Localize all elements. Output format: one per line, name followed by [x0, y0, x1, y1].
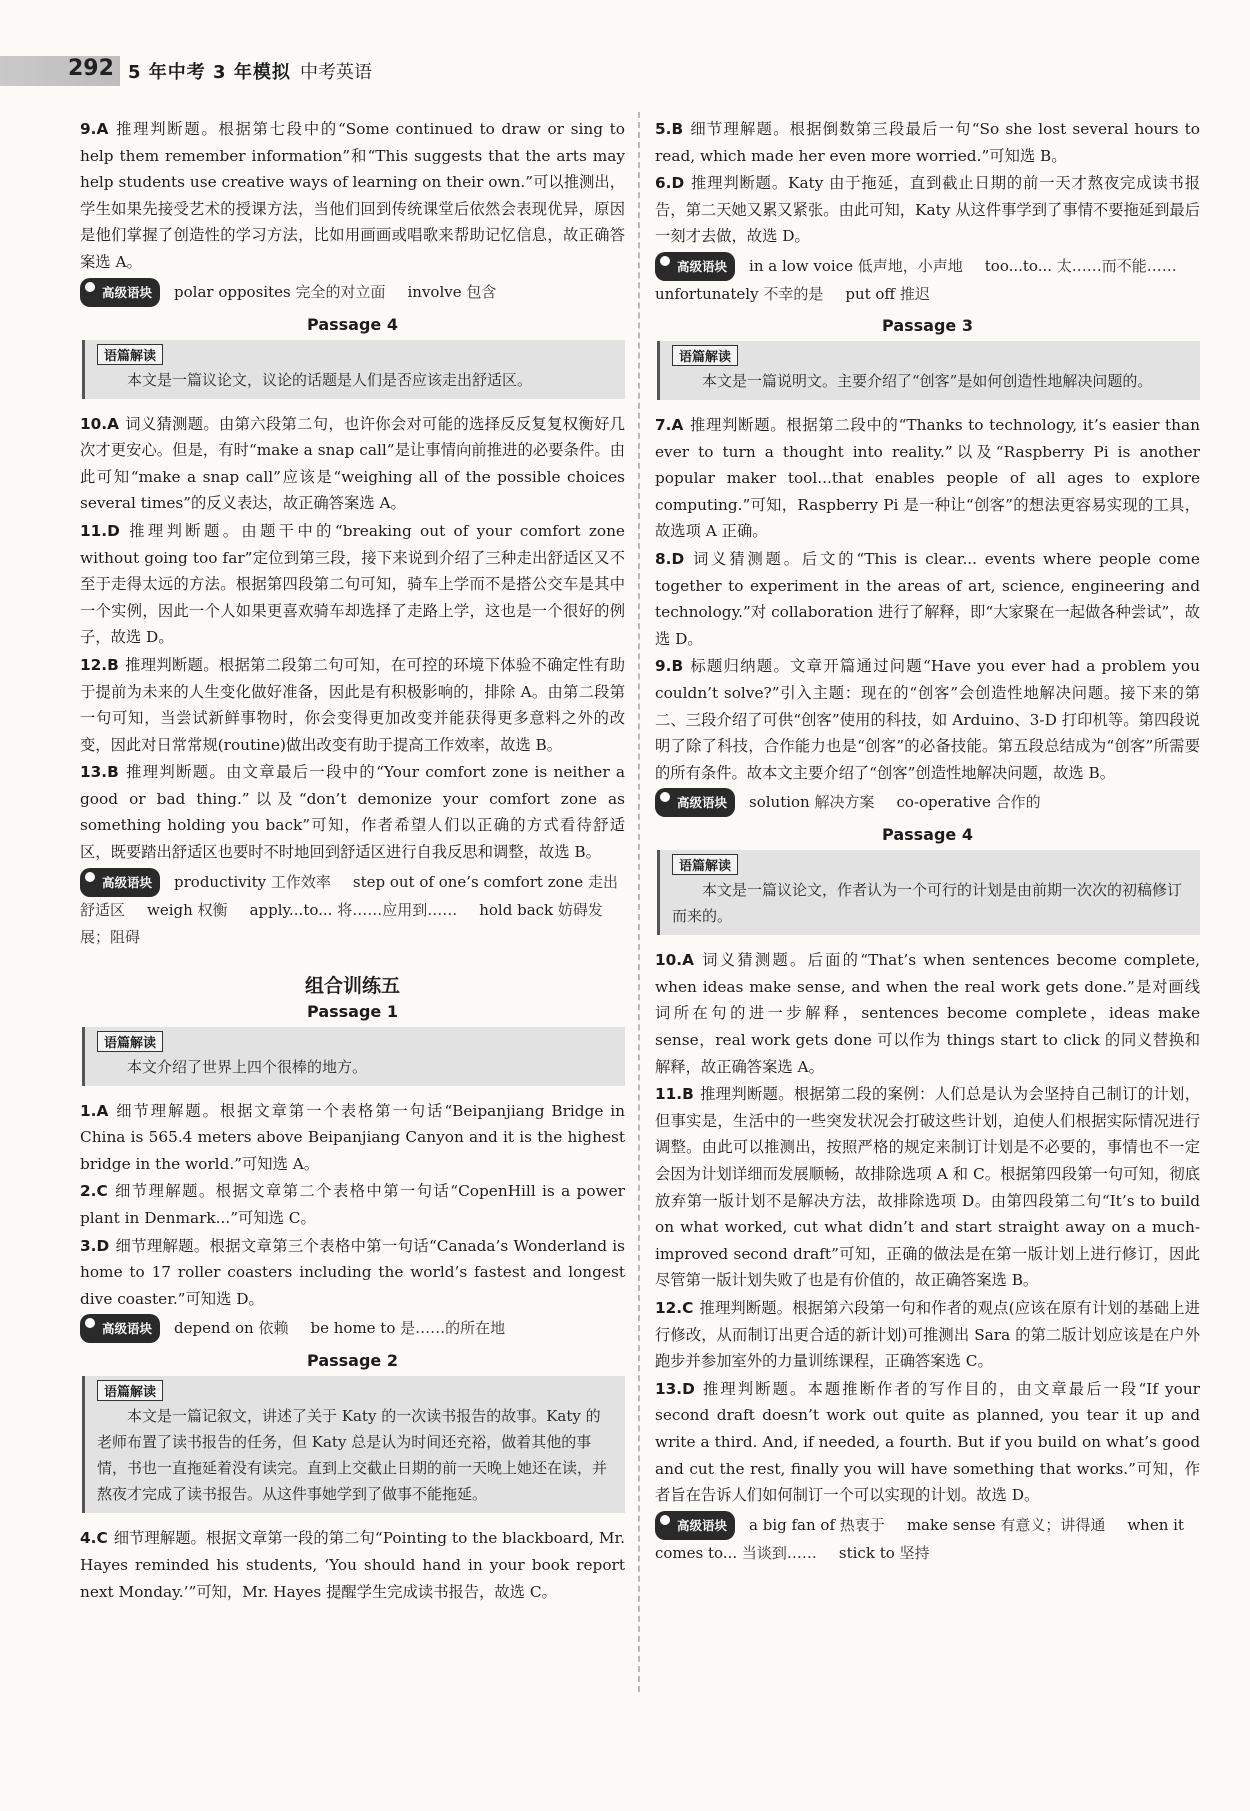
- answer-number: 13.D: [655, 1379, 695, 1398]
- answer-number: 11.B: [655, 1085, 694, 1104]
- vocab-item: [408, 283, 497, 301]
- analysis-text: 本文是一篇议论文，作者认为一个可行的计划是由前期一次次的初稿修订而来的。: [672, 881, 1183, 926]
- vocab-en: a big fan of: [749, 1515, 836, 1534]
- answer-text: 标题归纳题。文章开篇通过问题“Have you ever had a problem you couldn’t solve?”引入主题：现在的“创客”会创造性地解决问题。接下来的第二、三段介绍了可供“创客”使用的科技，如 Arduino、3-D 打印机等。第四段说明了除了科技，合作能力也是“创客”的必备技能。第五段总结成为“创客”所需要的所有条件。故本文主要介绍了“创客”创造性地解决问题，故选 B。: [655, 657, 1200, 782]
- answer-explanation: [80, 652, 625, 758]
- answer-text: 推理判断题。本题推断作者的写作目的，由文章最后一段“If your second draft doesn’t work out quite as planned, you tear it up and write a third. And, if needed, a fourth. But if you build on what’s good and cut the rest, finally you will have something that works.”可知，作者旨在告诉人们如何制订一个可以实现的计划。故选 D。: [655, 1379, 1200, 1505]
- vocab-item: [174, 873, 331, 891]
- vocab-en: polar opposites: [174, 282, 291, 301]
- vocab-en: in a low voice: [749, 256, 853, 275]
- answer-number: 11.D: [80, 521, 120, 540]
- analysis-text: 本文是一篇议论文，议论的话题是人们是否应该走出舒适区。: [127, 370, 533, 389]
- reading-analysis-box: [82, 1027, 625, 1086]
- vocab-en: apply...to...: [249, 900, 333, 919]
- vocab-label: 高级语块: [80, 868, 160, 897]
- answer-text: 细节理解题。根据文章第一段的第二句“Pointing to the blackboard, Mr. Hayes reminded his students, ‘You should hand in your book report next Monday.’”可知，Mr. Hayes 提醒学生完成读书报告，故选 C。: [80, 1529, 625, 1601]
- vocab-cn: 不幸的是: [763, 284, 824, 303]
- vocab-cn: 热衷于: [839, 1515, 885, 1534]
- analysis-text: 本文是一篇说明文。主要介绍了“创客”是如何创造性地解决问题的。: [702, 371, 1153, 390]
- answer-number: 7.A: [655, 415, 684, 434]
- answer-number: 12.B: [80, 655, 119, 674]
- answer-number: 12.C: [655, 1299, 694, 1317]
- vocab-en: co-operative: [896, 793, 991, 812]
- passage-title: Passage 3: [882, 315, 973, 335]
- answer-explanation: [655, 1295, 1200, 1375]
- answer-text: 推理判断题。根据第二段第二句可知，在可控的环境下体验不确定性有助于提前为未来的人生变化做好准备，因此是有积极影响的，排除 A。由第二段第一句可知，当尝试新鲜事物时，你会变得更加改变并能获得更多意料之外的改变，因此对日常常规(routine)做出改变有助于提高工作效率，故选 B。: [80, 655, 625, 754]
- vocab-item: [147, 901, 228, 919]
- vocab-en: solution: [749, 793, 810, 812]
- vocab-item: [311, 1319, 506, 1337]
- vocab-label: 高级语块: [655, 788, 735, 817]
- column-divider: [638, 112, 640, 1692]
- answer-text: 推理判断题。由题干中的“breaking out of your comfort zone without going too far”定位到第三段，接下来说到介绍了三种走出舒适区又不至于走得太远的方法。根据第四段第二句可知，骑车上学而不是搭公交车是其中一个实例，因此一个人如果更喜欢骑车却选择了走路上学，这也是一个很好的例子，故选 D。: [80, 521, 625, 647]
- answer-explanation: [80, 411, 625, 517]
- answer-explanation: [80, 1098, 625, 1178]
- page-number: 292: [68, 56, 114, 81]
- answer-text: 词义猜测题。由第六段第二句，也许你会对可能的选择反反复复权衡好几次才更安心。但是，有时“make a snap call”是让事情向前推进的必要条件。由此可知“make a snap call”应该是“weighing all of the possible choices several times”的反义表达，故正确答案选 A。: [80, 414, 625, 513]
- vocab-en: put off: [845, 284, 896, 303]
- answer-text: 细节理解题。根据倒数第三段最后一句“So she lost several hours to read, which made her even more worried.”可知选 B。: [655, 120, 1200, 165]
- vocab-item: [985, 257, 1177, 275]
- vocab-item: [907, 1516, 1106, 1534]
- answer-text: 推理判断题。根据第二段中的“Thanks to technology, it’s easier than ever to turn a thought into reality.”以及“Raspberry Pi is another popular maker tool...that enables people of all ages to explore computing.”可知，Raspberry Pi 是一种让“创客”的想法更容易实现的工具，故选项 A 正确。: [655, 415, 1200, 541]
- answer-explanation: [80, 518, 625, 651]
- right-column: [655, 116, 1200, 1575]
- answer-number: 13.B: [80, 763, 119, 782]
- reading-analysis-box: [82, 340, 625, 399]
- analysis-tag: 语篇解读: [672, 345, 738, 366]
- vocab-cn: 有意义；讲得通: [1000, 1515, 1106, 1534]
- reading-analysis-box: [82, 1376, 625, 1513]
- answer-number: 2.C: [80, 1182, 108, 1201]
- analysis-tag: 语篇解读: [97, 1380, 163, 1401]
- reading-analysis-box: [657, 341, 1200, 400]
- vocab-item: [749, 257, 963, 275]
- vocab-label: 高级语块: [80, 278, 160, 307]
- answer-text: 推理判断题。由文章最后一段中的“Your comfort zone is neither a good or bad thing.”以及“don’t demonize your comfort zone as something holding you back”可知，作者希望人们以正确的方式看待舒适区，既要踏出舒适区也要时不时地回到舒适区进行自我反思和调整，故选 B。: [80, 763, 625, 862]
- vocab-en: step out of one’s comfort zone: [352, 872, 584, 891]
- analysis-tag: 语篇解读: [672, 854, 738, 875]
- answer-explanation: [655, 546, 1200, 652]
- answer-explanation: [80, 116, 625, 276]
- vocab-en: weigh: [147, 900, 193, 919]
- answer-explanation: [655, 947, 1200, 1080]
- answer-explanation: [80, 1233, 625, 1313]
- answer-number: 10.A: [80, 414, 119, 433]
- passage-title: Passage 2: [307, 1351, 398, 1371]
- answer-number: 9.A: [80, 120, 109, 138]
- answer-explanation: [655, 170, 1200, 250]
- analysis-tag: 语篇解读: [97, 344, 163, 365]
- answer-number: 9.B: [655, 657, 684, 676]
- answer-explanation: [80, 759, 625, 865]
- vocab-cn: 合作的: [995, 793, 1041, 812]
- answer-text: 词义猜测题。后面的“That’s when sentences become complete, when ideas make sense, and when the real work gets done.”是对画线词所在句的进一步解释，sentences become complete，ideas make sense，real work gets done 可以作为 things start to click 的同义替换和解释，故正确答案选 A。: [655, 951, 1200, 1076]
- vocab-block: [655, 252, 1200, 308]
- vocab-cn: 太……而不能……: [1056, 256, 1177, 275]
- answer-text: 推理判断题。根据第二段的案例：人们总是认为会坚持自己制订的计划，但事实是，生活中的一些突发状况会打破这些计划，迫使人们根据实际情况进行调整。由此可以推测出，按照严格的规定来制订计划是不必要的，事情也不一定会因为计划详细而发展顺畅，故排除选项 A 和 C。根据第四段第一句可知，彻底放弃第一版计划不是解决方法，故排除选项 D。由第四段第二句“It’s to build on what worked, cut what didn’t and start straight away on a much-improved second draft”可知，正确的做法是在第一版计划上进行修订，因此尽管第一版计划失败了也是有价值的，故正确答案选 B。: [655, 1085, 1200, 1290]
- vocab-cn: 是……的所在地: [400, 1319, 506, 1338]
- vocab-en: be home to: [310, 1319, 396, 1338]
- passage-title: Passage 4: [307, 314, 398, 334]
- answer-explanation: [80, 1525, 625, 1605]
- vocab-item: [839, 1544, 930, 1562]
- vocab-cn: 推迟: [899, 284, 930, 303]
- vocab-cn: 低声地，小声地: [857, 256, 963, 275]
- vocab-block: [80, 868, 625, 951]
- vocab-item: [250, 901, 458, 919]
- vocab-block: [655, 1511, 1200, 1567]
- vocab-en: when it comes to...: [655, 1515, 1184, 1562]
- vocab-cn: 完全的对立面: [295, 282, 386, 301]
- answer-explanation: [655, 116, 1200, 169]
- answer-text: 推理判断题。根据第七段中的“Some continued to draw or sing to help them remember information”和“This suggests that the arts may help students use creative ways of learning on their own.”可以推测出，学生如果先接受艺术的授课方法，当他们回到传统课堂后依然会表现优异，原因是他们掌握了创造性的学习方法，比如用画画或唱歌来帮助记忆信息，故正确答案选 A。: [80, 120, 625, 271]
- answer-explanation: [655, 412, 1200, 545]
- vocab-cn: 将……应用到……: [337, 900, 458, 919]
- answer-explanation: [80, 1178, 625, 1231]
- answer-number: 5.B: [655, 120, 684, 138]
- answer-number: 3.D: [80, 1236, 110, 1255]
- answer-number: 1.A: [80, 1101, 109, 1120]
- vocab-item: [174, 1319, 288, 1337]
- vocab-item: [749, 1516, 885, 1534]
- answer-text: 推理判断题。根据第六段第一句和作者的观点(应该在原有计划的基础上进行修改，从而制订出更合适的新计划)可推测出 Sara 的第二版计划应该是在户外跑步并参加室外的力量训练课程，正确答案选 C。: [655, 1299, 1200, 1371]
- answer-number: 4.C: [80, 1529, 108, 1548]
- answer-number: 6.D: [655, 174, 685, 193]
- answer-text: 推理判断题。Katy 由于拖延，直到截止日期的前一天才熬夜完成读书报告，第二天她又累又紧张。由此可知，Katy 从这件事学到了事情不要拖延到最后一刻才去做，故选 D。: [655, 174, 1200, 246]
- vocab-cn: 包含: [466, 282, 497, 301]
- answer-explanation: [655, 1081, 1200, 1294]
- answer-text: 细节理解题。根据文章第二个表格中第一句话“CopenHill is a power plant in Denmark...”可知选 C。: [80, 1182, 625, 1228]
- left-column: [80, 116, 625, 1606]
- vocab-label: 高级语块: [655, 252, 735, 281]
- vocab-item: [749, 793, 875, 811]
- vocab-cn: 权衡: [197, 900, 228, 919]
- vocab-en: stick to: [838, 1543, 895, 1562]
- vocab-item: [897, 793, 1041, 811]
- vocab-cn: 解决方案: [814, 793, 875, 812]
- vocab-cn: 当谈到……: [741, 1543, 817, 1562]
- section-title: 组合训练五: [304, 974, 400, 997]
- analysis-text: 本文介绍了世界上四个很棒的地方。: [127, 1057, 368, 1076]
- vocab-cn: 坚持: [899, 1543, 930, 1562]
- answer-explanation: [655, 653, 1200, 786]
- vocab-item: [655, 285, 823, 303]
- vocab-block: [655, 788, 1200, 817]
- vocab-en: hold back: [479, 900, 554, 919]
- passage-title: Passage 1: [307, 1001, 398, 1021]
- vocab-block: [80, 1314, 625, 1343]
- vocab-en: make sense: [906, 1515, 996, 1534]
- vocab-item: [845, 285, 930, 303]
- vocab-en: depend on: [174, 1319, 254, 1338]
- answer-text: 细节理解题。根据文章第三个表格中第一句话“Canada’s Wonderland is home to 17 roller coasters including the world’s fastest and longest dive coaster.”可知选 D。: [80, 1236, 625, 1308]
- page-header: [0, 52, 1250, 88]
- vocab-item: [174, 283, 385, 301]
- vocab-en: too...to...: [984, 256, 1052, 275]
- analysis-tag: 语篇解读: [97, 1031, 163, 1052]
- vocab-cn: 妨碍发展；阻碍: [80, 900, 603, 946]
- vocab-block: [80, 278, 625, 307]
- vocab-cn: 走出舒适区: [80, 872, 618, 919]
- subject-title: 中考英语: [300, 62, 372, 83]
- reading-analysis-box: [657, 850, 1200, 935]
- analysis-text: 本文是一篇记叙文，讲述了关于 Katy 的一次读书报告的故事。Katy 的老师布置了读书报告的任务，但 Katy 总是认为时间还充裕，做着其他的事情，书也一直拖延着没有读完。直到上交截止日期的前一天晚上她还在读，并熬夜才完成了读书报告。从这件事她学到了做事不能拖延。: [97, 1407, 608, 1504]
- answer-text: 词义猜测题。后文的“This is clear... events where people come together to experiment in the areas of art, science, engineering and technology.”对 collaboration 进行了解释，即“大家聚在一起做各种尝试”，故选 D。: [655, 549, 1200, 648]
- answer-text: 细节理解题。根据文章第一个表格第一句话“Beipanjiang Bridge in China is 565.4 meters above Beipanjiang Canyon and it is the highest bridge in the world.”可知选 A。: [80, 1101, 625, 1173]
- vocab-en: productivity: [174, 872, 267, 891]
- vocab-en: involve: [407, 282, 462, 301]
- vocab-cn: 工作效率: [270, 872, 331, 891]
- vocab-cn: 依赖: [258, 1319, 289, 1338]
- vocab-en: unfortunately: [655, 284, 759, 303]
- book-title: 5 年中考 3 年模拟: [128, 62, 291, 83]
- vocab-label: 高级语块: [80, 1314, 160, 1343]
- answer-explanation: [655, 1376, 1200, 1509]
- answer-number: 8.D: [655, 549, 685, 568]
- vocab-label: 高级语块: [655, 1511, 735, 1540]
- passage-title: Passage 4: [882, 825, 973, 845]
- answer-number: 10.A: [655, 951, 694, 970]
